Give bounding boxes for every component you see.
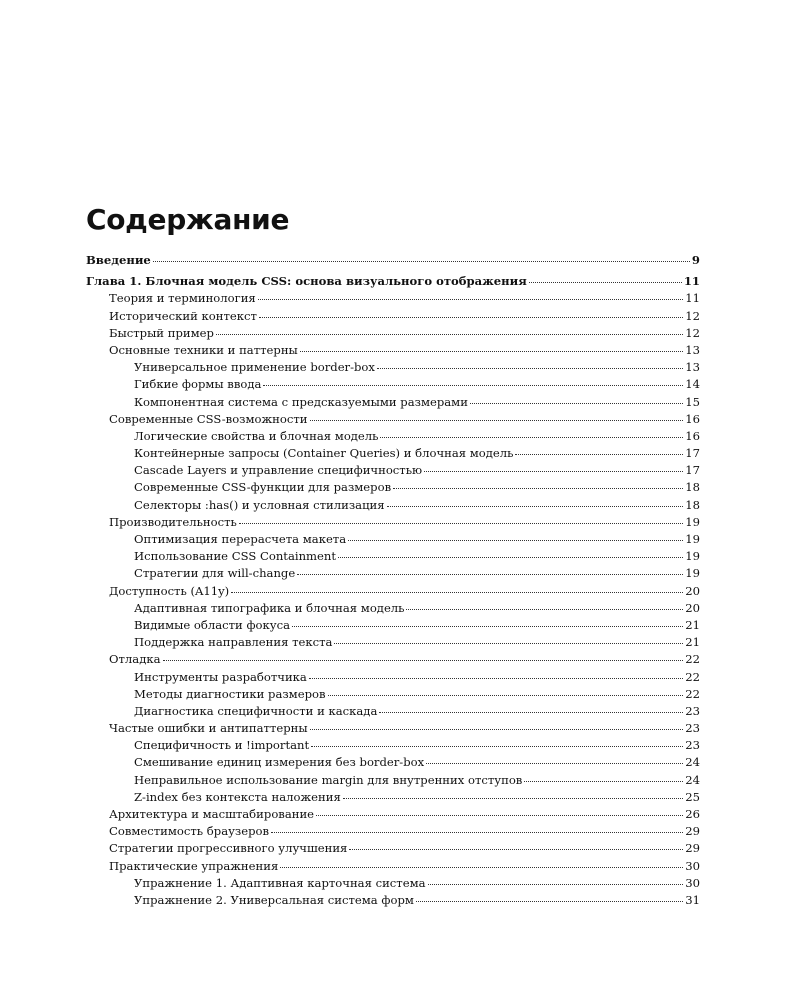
- toc-entry-title: Упражнение 1. Адаптивная карточная система: [134, 875, 426, 890]
- toc-entry-title: Производительность: [109, 514, 237, 529]
- toc-section-entry[interactable]: [86, 651, 700, 668]
- toc-entry-title: Доступность (A11y): [109, 583, 230, 598]
- dot-leader: [406, 609, 683, 610]
- toc-page-number: 16: [685, 428, 700, 443]
- dot-leader: [153, 261, 690, 262]
- toc-page-number: 11: [683, 274, 700, 289]
- toc-page-number: 9: [691, 253, 700, 267]
- toc-entry-title: Стратегии прогрессивного улучшения: [109, 841, 348, 856]
- toc-page-number: 22: [685, 686, 700, 701]
- toc-subsection-entry[interactable]: [86, 875, 700, 892]
- toc-entry-title: Инструменты разработчика: [134, 669, 307, 684]
- toc-entry-title: Компонентная система с предсказуемыми размерами: [134, 394, 468, 409]
- dot-leader: [316, 815, 683, 816]
- toc-subsection-entry[interactable]: [86, 892, 700, 909]
- toc-page-number: 19: [685, 549, 700, 564]
- dot-leader: [292, 626, 683, 627]
- toc-subsection-entry[interactable]: [86, 772, 700, 789]
- toc-entry-title: Совместимость браузеров: [109, 824, 270, 839]
- dot-leader: [515, 454, 683, 455]
- toc-page-number: 24: [685, 755, 700, 770]
- toc-chapter-entry[interactable]: [86, 252, 700, 269]
- toc-entry-title: Универсальное применение border-box: [134, 360, 375, 375]
- toc-entry-title: Практические упражнения: [109, 858, 279, 873]
- toc-subsection-entry[interactable]: [86, 600, 700, 617]
- toc-page-number: 26: [685, 807, 700, 821]
- toc-entry-title: Логические свойства и блочная модель: [134, 428, 379, 443]
- toc-subsection-entry[interactable]: [86, 669, 700, 686]
- dot-leader: [280, 867, 683, 868]
- dot-leader: [328, 695, 684, 696]
- toc-section-entry[interactable]: [86, 308, 700, 325]
- toc-entry-title: Специфичность и !important: [134, 738, 310, 753]
- toc-section-entry[interactable]: [86, 806, 700, 823]
- toc-entry-title: Методы диагностики размеров: [134, 686, 326, 701]
- toc-entry-title: Архитектура и масштабирование: [109, 807, 315, 821]
- toc-subsection-entry[interactable]: [86, 789, 700, 806]
- toc-subsection-entry[interactable]: [86, 634, 700, 651]
- toc-section-entry[interactable]: [86, 840, 700, 857]
- dot-leader: [426, 763, 683, 764]
- dot-leader: [416, 901, 683, 902]
- dot-leader: [216, 334, 683, 335]
- toc-page-number: 13: [685, 360, 700, 375]
- dot-leader: [343, 798, 683, 799]
- toc-page-number: 29: [685, 841, 700, 856]
- toc-entry-title: Диагностика специфичности и каскада: [134, 703, 378, 718]
- toc-entry-title: Использование CSS Containment: [134, 549, 337, 564]
- toc-entry-title: Видимые области фокуса: [134, 617, 290, 632]
- toc-entry-title: Основные техники и паттерны: [109, 342, 298, 357]
- toc-subsection-entry[interactable]: [86, 703, 700, 720]
- toc-subsection-entry[interactable]: [86, 565, 700, 582]
- toc-subsection-entry[interactable]: [86, 686, 700, 703]
- toc-page-number: 15: [685, 394, 700, 409]
- toc-subsection-entry[interactable]: [86, 548, 700, 565]
- toc-page-number: 22: [685, 669, 700, 684]
- dot-leader: [310, 729, 684, 730]
- toc-entry-title: Адаптивная типографика и блочная модель: [134, 600, 405, 615]
- toc-section-entry[interactable]: [86, 411, 700, 428]
- toc-subsection-entry[interactable]: [86, 497, 700, 514]
- dot-leader: [259, 317, 683, 318]
- dot-leader: [334, 643, 683, 644]
- dot-leader: [470, 403, 683, 404]
- dot-leader: [393, 488, 683, 489]
- toc-entry-title: Неправильное использование margin для внутренних отступов: [134, 772, 523, 787]
- dot-leader: [338, 557, 683, 558]
- toc-section-entry[interactable]: [86, 823, 700, 840]
- dot-leader: [348, 540, 683, 541]
- toc-chapter-entry[interactable]: [86, 273, 700, 290]
- toc-page-number: 25: [685, 789, 700, 804]
- dot-leader: [349, 849, 683, 850]
- dot-leader: [529, 282, 682, 283]
- toc-page-number: 31: [685, 892, 700, 907]
- toc-section-entry[interactable]: [86, 858, 700, 875]
- dot-leader: [271, 832, 683, 833]
- toc-page-number: 16: [685, 411, 700, 426]
- toc-subsection-entry[interactable]: [86, 754, 700, 771]
- toc-entry-title: Отладка: [109, 652, 161, 667]
- dot-leader: [300, 351, 683, 352]
- dot-leader: [379, 712, 683, 713]
- toc-subsection-entry[interactable]: [86, 531, 700, 548]
- toc-entry-title: Современные CSS-возможности: [109, 411, 308, 426]
- toc-section-entry[interactable]: [86, 514, 700, 531]
- dot-leader: [309, 678, 683, 679]
- toc-page-number: 13: [685, 342, 700, 357]
- toc-section-entry[interactable]: [86, 720, 700, 737]
- toc-entry-title: Гибкие формы ввода: [134, 377, 262, 392]
- toc-page-number: 19: [685, 566, 700, 581]
- toc-entry-title: Cascade Layers и управление специфичностью: [134, 463, 423, 478]
- toc-subsection-entry[interactable]: [86, 359, 700, 376]
- dot-leader: [377, 368, 683, 369]
- toc-entry-title: Быстрый пример: [109, 325, 214, 340]
- toc-entry-title: Частые ошибки и антипаттерны: [109, 721, 308, 736]
- toc-entry-title: Смешивание единиц измерения без border-box: [134, 755, 425, 770]
- toc-page-number: 23: [685, 721, 700, 736]
- toc-page-number: 23: [685, 703, 700, 718]
- toc-section-entry[interactable]: [86, 325, 700, 342]
- toc-page-number: 20: [685, 600, 700, 615]
- dot-leader: [387, 506, 684, 507]
- dot-leader: [231, 592, 683, 593]
- toc-section-entry[interactable]: [86, 290, 700, 307]
- toc-entry-title: Введение: [86, 253, 151, 267]
- toc-page-number: 12: [685, 308, 700, 323]
- toc-subsection-entry[interactable]: [86, 617, 700, 634]
- toc-page-number: 11: [685, 291, 700, 306]
- toc-entry-title: Z-index без контекста наложения: [134, 789, 341, 804]
- toc-entry-title: Современные CSS-функции для размеров: [134, 480, 392, 495]
- toc-page-number: 12: [685, 325, 700, 340]
- toc-subsection-entry[interactable]: [86, 737, 700, 754]
- dot-leader: [380, 437, 683, 438]
- toc-page-number: 21: [685, 635, 700, 650]
- toc-page-number: 18: [685, 480, 700, 495]
- dot-leader: [258, 299, 683, 300]
- toc-page-number: 19: [685, 514, 700, 529]
- toc-entry-title: Стратегии для will-change: [134, 566, 296, 581]
- toc-page-number: 30: [685, 875, 700, 890]
- toc-page-number: 23: [685, 738, 700, 753]
- toc-section-entry[interactable]: [86, 342, 700, 359]
- toc-entry-title: Поддержка направления текста: [134, 635, 333, 650]
- toc-page-number: 21: [685, 617, 700, 632]
- toc-page-number: 17: [685, 463, 700, 478]
- toc-subsection-entry[interactable]: [86, 462, 700, 479]
- dot-leader: [424, 471, 683, 472]
- toc-section-entry[interactable]: [86, 583, 700, 600]
- toc-page-number: 29: [685, 824, 700, 839]
- dot-leader: [239, 523, 683, 524]
- toc-entry-title: Селекторы :has() и условная стилизация: [134, 497, 385, 512]
- toc-subsection-entry[interactable]: [86, 479, 700, 496]
- dot-leader: [428, 884, 684, 885]
- toc-subsection-entry[interactable]: [86, 428, 700, 445]
- toc-entry-title: Оптимизация перерасчета макета: [134, 532, 347, 546]
- dot-leader: [163, 660, 684, 661]
- table-of-contents: [86, 252, 700, 909]
- toc-entry-title: Глава 1. Блочная модель CSS: основа визуального отображения: [86, 274, 527, 289]
- toc-page-number: 30: [685, 858, 700, 873]
- toc-page-number: 14: [685, 377, 700, 392]
- toc-subsection-entry[interactable]: [86, 376, 700, 393]
- page-title: Содержание: [86, 203, 290, 236]
- toc-entry-title: Теория и терминология: [109, 291, 256, 306]
- toc-entry-title: Упражнение 2. Универсальная система форм: [134, 892, 414, 907]
- dot-leader: [311, 746, 683, 747]
- dot-leader: [297, 574, 683, 575]
- dot-leader: [524, 781, 683, 782]
- dot-leader: [263, 385, 683, 386]
- toc-entry-title: Исторический контекст: [109, 308, 257, 323]
- toc-subsection-entry[interactable]: [86, 394, 700, 411]
- toc-page-number: 17: [685, 446, 700, 461]
- toc-page-number: 19: [685, 532, 700, 546]
- toc-page-number: 20: [685, 583, 700, 598]
- toc-page-number: 18: [685, 497, 700, 512]
- toc-page-number: 22: [685, 652, 700, 667]
- toc-page-number: 24: [685, 772, 700, 787]
- dot-leader: [310, 420, 684, 421]
- toc-subsection-entry[interactable]: [86, 445, 700, 462]
- toc-entry-title: Контейнерные запросы (Container Queries) и блочная модель: [134, 446, 514, 461]
